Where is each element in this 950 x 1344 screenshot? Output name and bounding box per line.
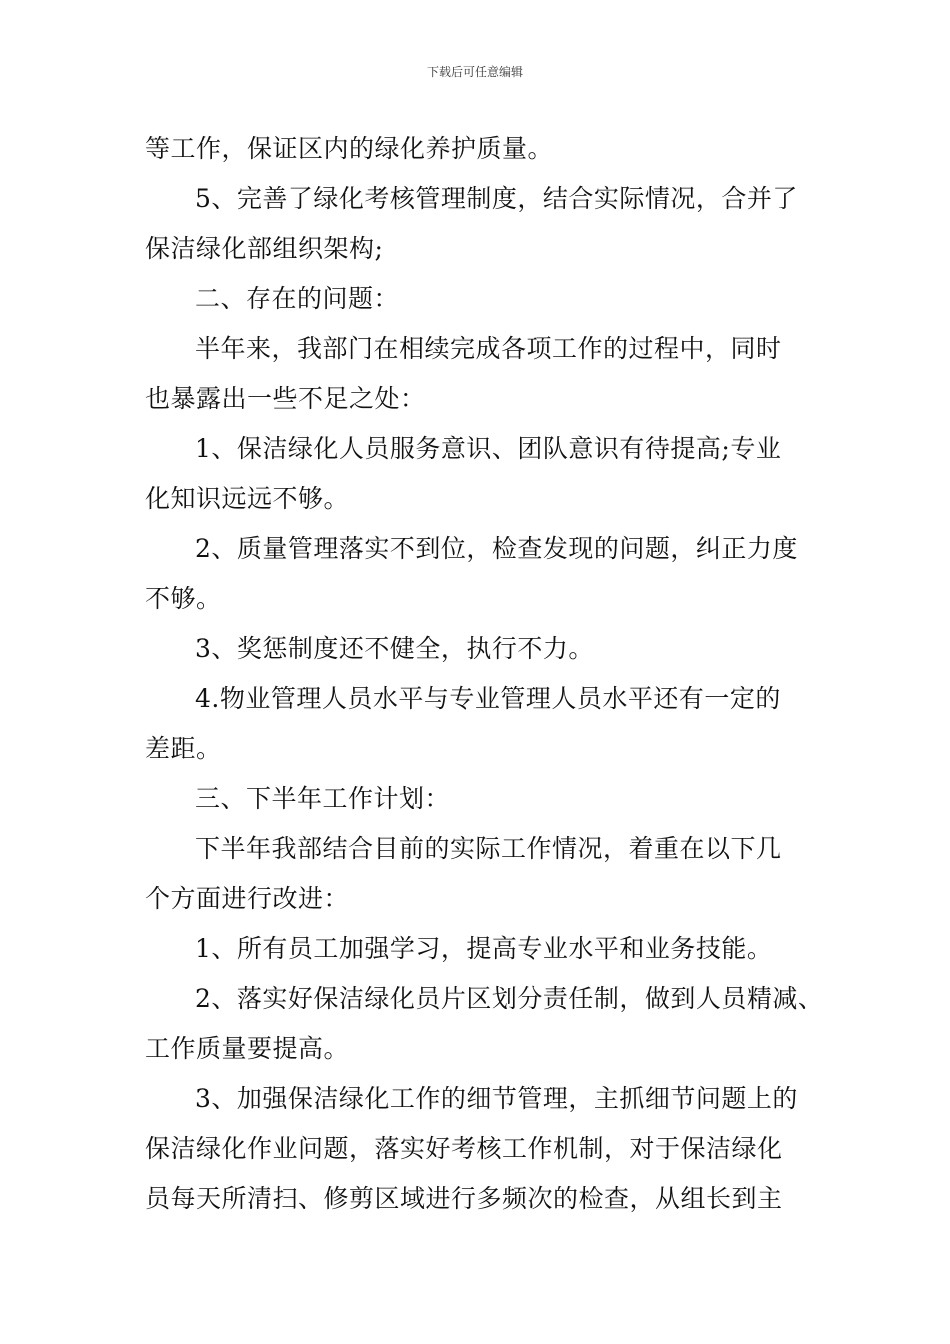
text-line: 差距。 [145,734,222,763]
section-heading: 二、存在的问题： [195,284,400,313]
text-line: 2、落实好保洁绿化员片区划分责任制，做到人员精减、 [195,984,824,1013]
text-line: 保洁绿化作业问题，落实好考核工作机制，对于保洁绿化 [145,1134,783,1163]
text-line: 1、所有员工加强学习，提高专业水平和业务技能。 [195,934,773,963]
text-line: 半年来，我部门在相续完成各项工作的过程中，同时 [195,334,782,363]
text-line: 3、加强保洁绿化工作的细节管理，主抓细节问题上的 [195,1084,798,1113]
text-line: 不够。 [145,584,222,613]
text-line: 1、保洁绿化人员服务意识、团队意识有待提高;专业 [195,434,782,463]
text-line: 5、完善了绿化考核管理制度，结合实际情况，合并了 [195,184,798,213]
document-body [145,124,824,1224]
text-line: 等工作，保证区内的绿化养护质量。 [145,134,554,163]
section-heading: 三、下半年工作计划： [195,784,451,813]
text-line: 员每天所清扫、修剪区域进行多频次的检查，从组长到主 [145,1184,783,1213]
text-line: 化知识远远不够。 [145,484,350,513]
text-line: 下半年我部结合目前的实际工作情况，着重在以下几 [195,834,782,863]
text-line: 个方面进行改进： [145,884,350,913]
text-line: 4.物业管理人员水平与专业管理人员水平还有一定的 [195,684,781,713]
text-line: 也暴露出一些不足之处： [145,384,426,413]
text-line: 保洁绿化部组织架构; [145,234,384,263]
page-header: 下载后可任意编辑 [426,65,523,79]
text-line: 3、奖惩制度还不健全，执行不力。 [195,634,594,663]
text-line: 2、质量管理落实不到位，检查发现的问题，纠正力度 [195,534,798,563]
text-line: 工作质量要提高。 [145,1034,350,1063]
